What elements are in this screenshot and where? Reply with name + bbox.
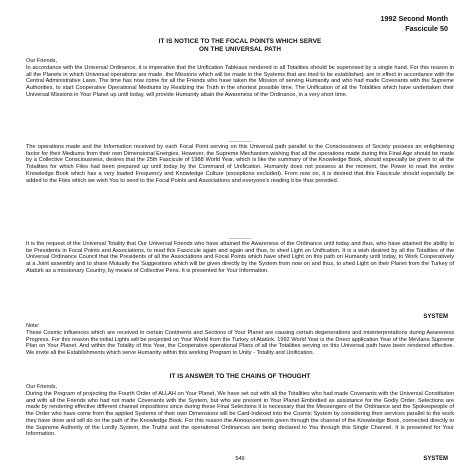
page-number: 549 <box>235 456 245 462</box>
section1-paragraph-3: It is the request of the Universal Totality that Our Universal Friends who have attained the Awareness of the Ordinance until today and thus, who have attained the ability to be Presidents in Focal Points and Associations, to read this Fascicule again and again and thus, to shed Light on Unification. It is a wish desired by all the Totalities of the Universal Ordinance Council that the Presidents of all the Associations and Focal Points which have shed Light on this path on Humanity until today, to Work Cooperatively at a Joint assembly and to share Mutually the Suggestions which will be given directly by the System from now on and thus, to shed Light on their Planet from the Turkey of Atatürk as a missionary Country, by means of Collective Pens. It is presented for Your Information. <box>26 241 454 274</box>
section1-title-line2: ON THE UNIVERSAL PATH <box>198 46 281 53</box>
section1-greeting: Our Friends, <box>26 58 58 64</box>
section1-title <box>26 38 454 54</box>
header-date: 1992 Second Month <box>380 14 448 23</box>
page-header <box>381 14 449 33</box>
section2-paragraph-1: During the Program of projecting the Fourth Order of ALLAH on Your Planet, We have set out with all the Totalities who had made Covenants with the Universal Constitution and with all the Friends who had not made Covenants with the System, but who are present in Your Planet Embodied as assistance for the Godly Order. Selections are made by rendering effective different channel impositions since during these Final Selections it is necessary that the Messengers of the Ordinance and the Spokespeople of the Order who have come from the applied Systems of their own Dimensions will be Card-Indexed into the Cosmic System by considering their services parallel to the work they have done and will do on the path of the Knowledge Book. For this reason the Announcements given through the channel of the Knowledge Book, connected directly to the Supreme Authority of the Lordly System, the Truths and the operational Ordinances are being declared to You through this Single Channel. It is presented for Your Information. <box>26 391 454 438</box>
section2-title: IT IS ANSWER TO THE CHAINS OF THOUGHT <box>169 373 311 380</box>
section1-paragraph-1: In accordance with the Universal Ordinance, it is imperative that the Unification Tableaux rendered in all Totalities should be supervised by a single hand. For this reason in all the Planets in which Universal operations are made, the Missions which will be made in the Systems that are tried to be established, are in effect in accordance with the Central Administrative Laws. The time has now come for all the Friends who have taken the Mission of serving Humanity and who had made Covenants with the Supreme Authorities, to start Cooperative Operational Mediums by Realizing the Truth in the shortest possible time. The Unification of all the Totalities which have undertaken their Universal Missions in Your Planet up until today, will provide Humanity attain the Awareness of the Ordinance, in a very short time. <box>26 65 454 98</box>
section1-title-line1: IT IS NOTICE TO THE FOCAL POINTS WHICH SERVE <box>158 38 322 45</box>
separator-2: ------------------ <box>228 236 252 241</box>
section2-greeting: Our Friends, <box>26 384 58 390</box>
section2-signature: SYSTEM <box>423 456 448 462</box>
note-label: Note: <box>26 323 40 329</box>
header-fascicule: Fascicule 50 <box>405 23 448 33</box>
section1-paragraph-2: The operations made and the Information received by each Focal Point serving on this Universal path parallel to the Consciousness of Society possess an enlightening factor for their Mediums from their own Dimensional Energies. However, the Supreme Mechanism wishing that all the operations made during this Final Age should be made by a Collective Consciousness, desires that the 25th Fascicule of 1988 World Year, which is like the summary of the Knowledge Book, should especially be given to all the Totalities for which Files had been prepared up until today by the Command of Unification. Humanity does not possess at the moment, the Power to read the entire Knowledge Book which has a very loaded Frequency and Knowledge Culture (exceptions excluded). From now on, it is desired that this Fascicule should especially be added to the Files which we wish You to send to the Focal Points and Associations and everyone's reading it be thus provided. <box>26 144 454 184</box>
document-page <box>26 12 454 464</box>
separator-1: ------------------ <box>228 139 252 144</box>
note-text: These Cosmic influences which are received in certain Continents and Sections of Your Planet are causing certain degenerations and misinterpretations during Awareness Progress. For this reason the initial Lights will be projected on Your World from the Turkey of Atatürk. 1992 World Year is the Direct application Year of the Mevlana Supreme Plan on Your Planet. And within the Totality of this Year, the Cooperative operational Plans of all the Totalities serving on this Universal path have been rendered effective. We invite all the Establishments which serve Humanity within this working Program to Unity - Totality and Unification. <box>26 330 454 357</box>
section1-signature: SYSTEM <box>423 314 448 320</box>
